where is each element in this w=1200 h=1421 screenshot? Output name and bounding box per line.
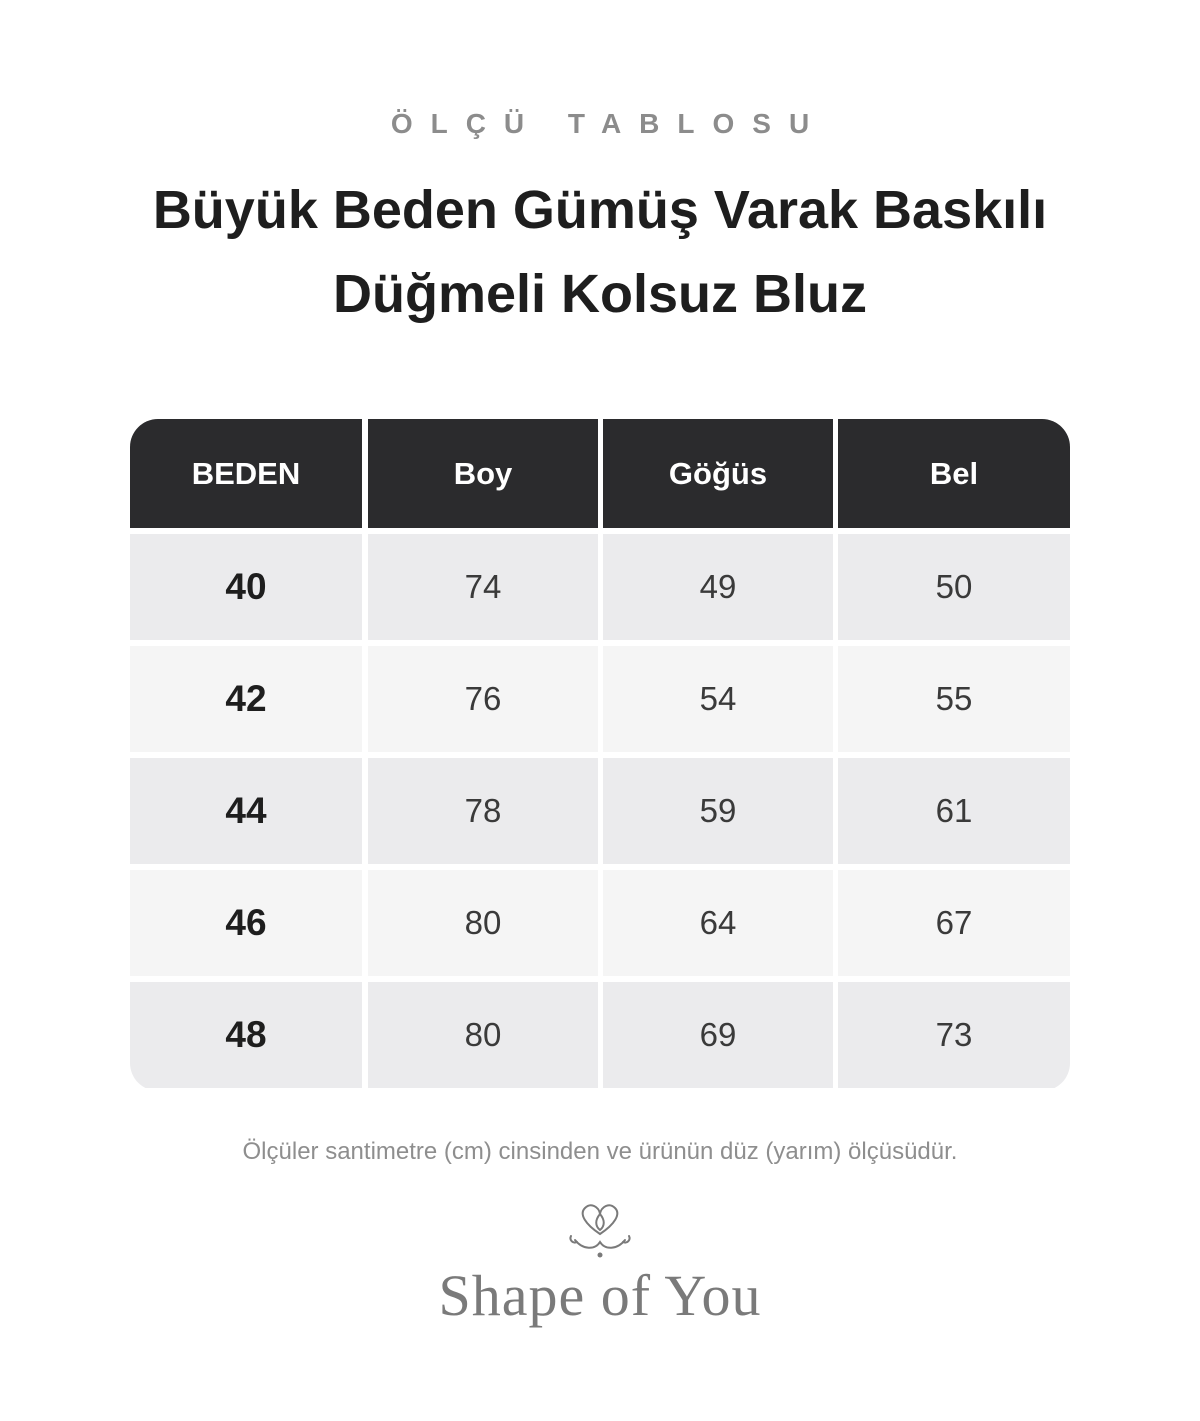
measurement-cell-boy: 80 — [368, 982, 598, 1088]
measurement-cell-göğüs: 49 — [603, 534, 833, 640]
column-header-göğüs: Göğüs — [603, 419, 833, 528]
column-header-beden: BEDEN — [130, 419, 362, 528]
measurement-cell-bel: 55 — [838, 646, 1070, 752]
size-table — [130, 419, 1070, 1091]
measurement-cell-göğüs: 59 — [603, 758, 833, 864]
measurement-cell-bel: 67 — [838, 870, 1070, 976]
title-line-1: Büyük Beden Gümüş Varak Baskılı — [152, 180, 1048, 240]
measurement-cell-boy: 80 — [368, 870, 598, 976]
column-header-bel: Bel — [838, 419, 1070, 528]
measurement-cell-bel: 61 — [838, 758, 1070, 864]
measurement-cell-boy: 74 — [368, 534, 598, 640]
measurement-cell-bel: 50 — [838, 534, 1070, 640]
size-cell: 48 — [130, 982, 362, 1088]
page-title — [100, 168, 1100, 336]
title-line-2: Düğmeli Kolsuz Bluz — [332, 264, 867, 324]
measurement-cell-göğüs: 69 — [603, 982, 833, 1088]
column-header-boy: Boy — [368, 419, 598, 528]
eyebrow-label: ÖLÇÜ TABLOSU — [390, 108, 828, 139]
brand-name: Shape of You — [438, 1263, 762, 1328]
size-cell: 40 — [130, 534, 362, 640]
size-cell: 42 — [130, 646, 362, 752]
measurement-cell-göğüs: 64 — [603, 870, 833, 976]
measurement-cell-göğüs: 54 — [603, 646, 833, 752]
measurement-note: Ölçüler santimetre (cm) cinsinden ve ürünün düz (yarım) ölçüsüdür. — [242, 1138, 958, 1165]
heart-ornament-icon — [565, 1200, 635, 1260]
measurement-cell-boy: 78 — [368, 758, 598, 864]
size-cell: 46 — [130, 870, 362, 976]
measurement-cell-bel: 73 — [838, 982, 1070, 1088]
measurement-cell-boy: 76 — [368, 646, 598, 752]
size-cell: 44 — [130, 758, 362, 864]
